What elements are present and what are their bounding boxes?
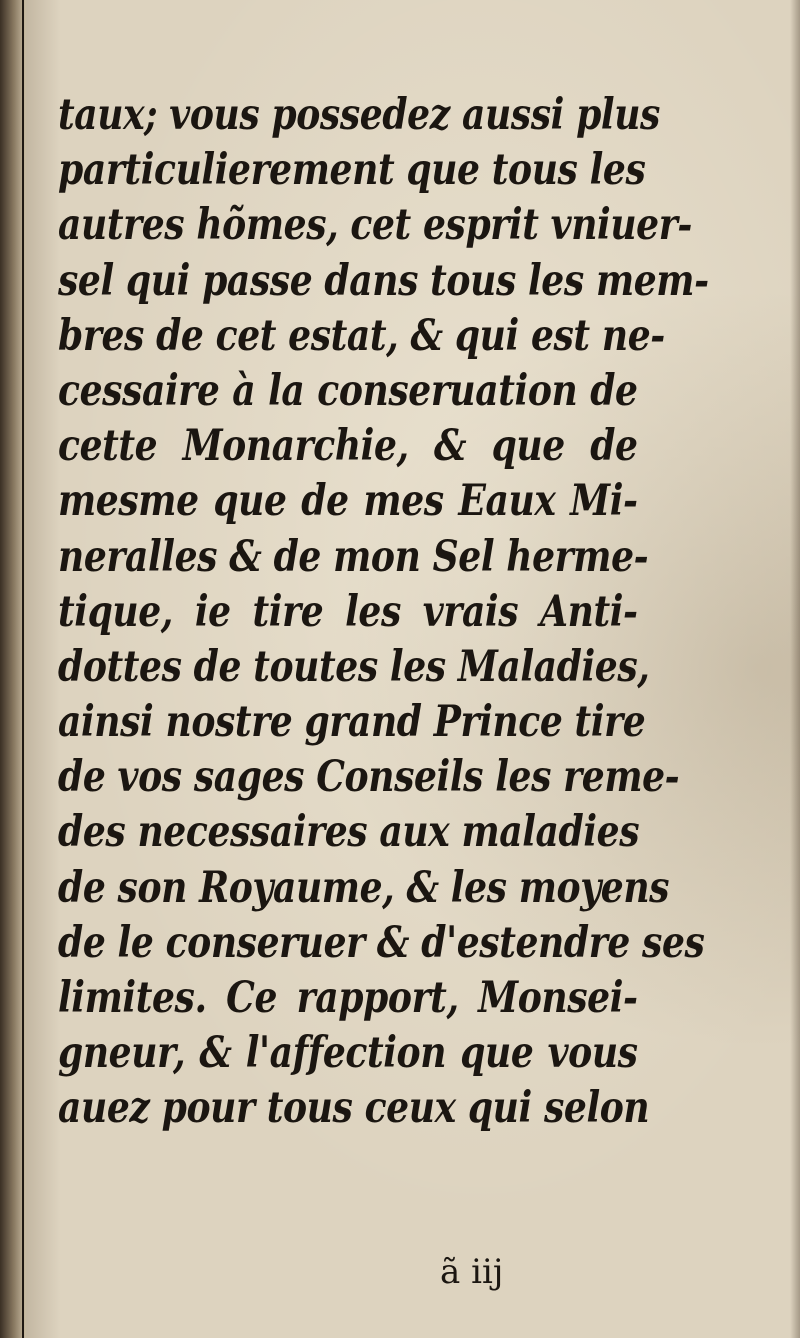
text-line: limites. Ce rapport, Monsei- xyxy=(58,973,638,1023)
body-text xyxy=(58,88,709,1137)
text-line: ainsi nostre grand Prince tire xyxy=(58,697,646,748)
text-line: de le conseruer & d'estendre ses xyxy=(58,917,705,968)
text-line: des necessaires aux maladies xyxy=(58,807,640,858)
text-line: taux; vous possedez aussi plus xyxy=(58,90,660,140)
text-line: auez pour tous ceux qui selon xyxy=(58,1083,650,1134)
text-line: dottes de toutes les Maladies, xyxy=(58,641,650,692)
text-line: sel qui passe dans tous les mem- xyxy=(58,255,709,306)
text-line: cessaire à la conseruation de xyxy=(58,365,638,416)
signature-mark: ã iij xyxy=(440,1252,504,1292)
binding-edge xyxy=(22,0,24,1338)
text-line: cette Monarchie, & que de xyxy=(58,421,638,472)
text-line: gneur, & l'affection que vous xyxy=(58,1028,638,1079)
text-line: tique, ie tire les vrais Anti- xyxy=(58,586,638,637)
text-line: neralles & de mon Sel herme- xyxy=(58,531,649,582)
text-line: particulierement que tous les xyxy=(58,145,646,196)
page-edge-shadow xyxy=(790,0,800,1338)
text-line: autres hõmes, cet esprit vniuer- xyxy=(58,200,692,251)
text-line: mesme que de mes Eaux Mi- xyxy=(58,476,638,527)
text-line: de son Royaume, & les moyens xyxy=(58,862,670,913)
text-line: bres de cet estat, & qui est ne- xyxy=(58,310,665,361)
text-line: de vos sages Conseils les reme- xyxy=(58,752,680,803)
